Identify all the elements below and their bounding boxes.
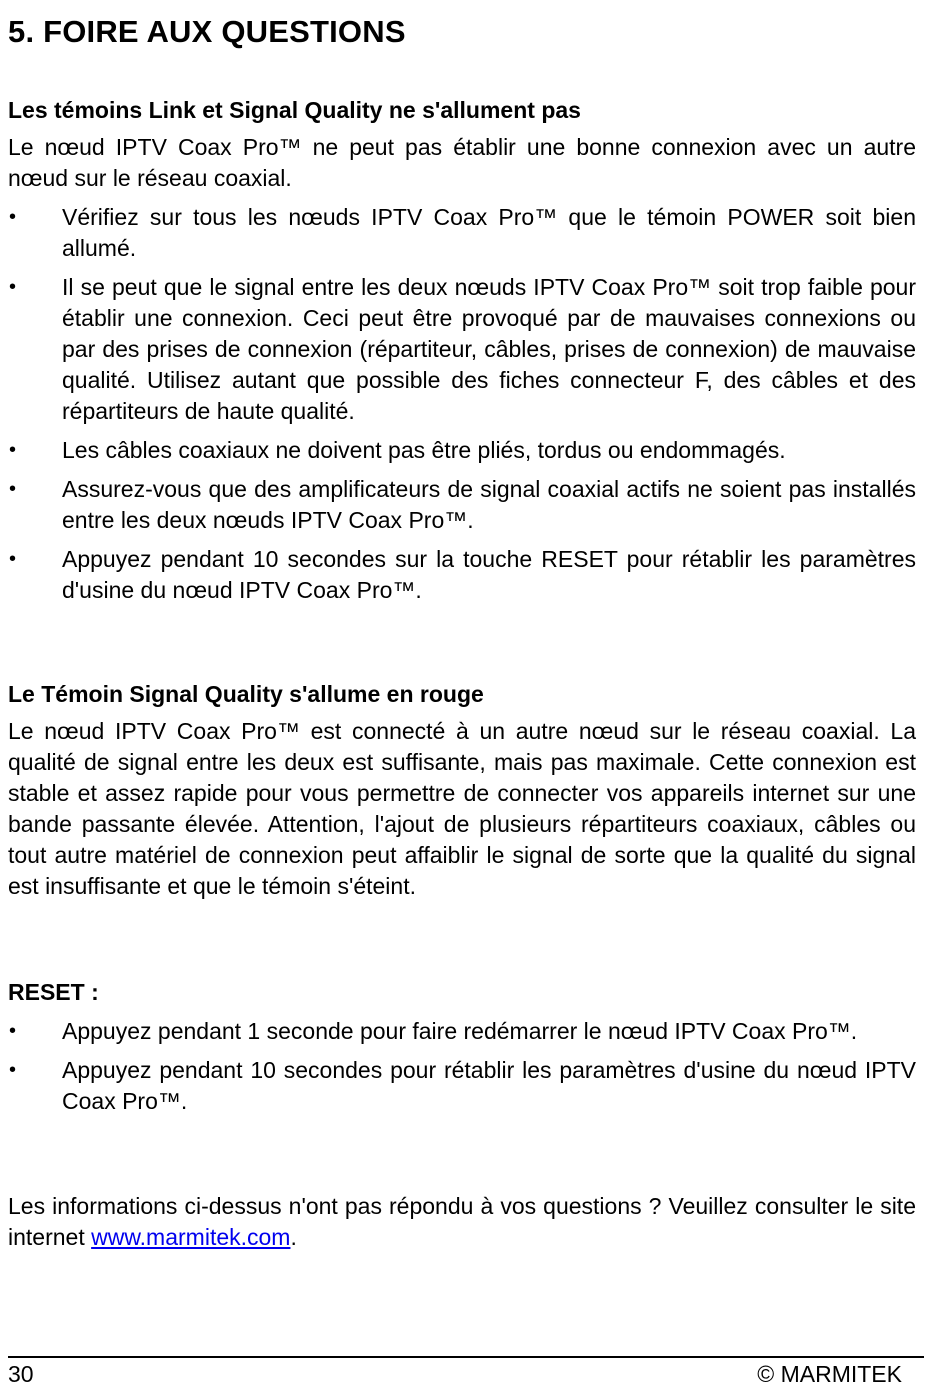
- list-item: • Les câbles coaxiaux ne doivent pas être pliés, tordus ou endommagés.: [8, 435, 916, 466]
- bullet-list: [8, 1016, 916, 1117]
- section-intro: Le nœud IPTV Coax Pro™ est connecté à un autre nœud sur le réseau coaxial. La qualité de signal entre les deux est suffisante, mais pas maximale. Cette connexion est stable et assez rapide pour vous permettre de connecter vos appareils internet sur une bande passante élevée. Attention, l'ajout de plusieurs répartiteurs coaxiaux, câbles ou tout autre matériel de connexion peut affaiblir le signal de sorte que la qualité du signal est insuffisante et que le témoin s'éteint.: [8, 718, 916, 899]
- bullet-icon: •: [9, 1059, 17, 1081]
- faq-section-link-signal: [8, 95, 916, 606]
- section-heading: Le Témoin Signal Quality s'allume en rouge: [8, 681, 484, 707]
- list-item: • Vérifiez sur tous les nœuds IPTV Coax Pro™ que le témoin POWER soit bien allumé.: [9, 204, 916, 261]
- bullet-icon: •: [9, 478, 17, 500]
- section-heading: RESET :: [8, 979, 99, 1005]
- section-heading: Les témoins Link et Signal Quality ne s'allument pas: [8, 97, 581, 123]
- list-item: • Il se peut que le signal entre les deux nœuds IPTV Coax Pro™ soit trop faible pour établir une connexion. Ceci peut être provoqué par de mauvaises connexions ou par des prises de connexion (répartiteur, câbles, prises de connexion) de mauvaise qualité. Utilisez autant que possible des fiches connecteur F, des câbles et des répartiteurs de haute qualité.: [9, 274, 916, 424]
- closing-text: Les informations ci-dessus n'ont pas répondu à vos questions ? Veuillez consulter le site internet: [8, 1193, 916, 1250]
- faq-section-reset: [8, 977, 916, 1117]
- list-item: • Appuyez pendant 10 secondes sur la touche RESET pour rétablir les paramètres d'usine du nœud IPTV Coax Pro™.: [9, 546, 916, 603]
- marmitek-website-link[interactable]: www.marmitek.com: [91, 1224, 291, 1250]
- faq-section-signal-red: [8, 679, 916, 902]
- closing-paragraph: Les informations ci-dessus n'ont pas répondu à vos questions ? Veuillez consulter le site internet www.marmitek.com.: [8, 1193, 916, 1250]
- list-item: • Appuyez pendant 1 seconde pour faire redémarrer le nœud IPTV Coax Pro™.: [8, 1016, 916, 1047]
- page-number: 30: [8, 1361, 34, 1387]
- footer-divider: [8, 1356, 924, 1358]
- bullet-icon: •: [9, 1020, 17, 1042]
- list-item: • Assurez-vous que des amplificateurs de signal coaxial actifs ne soient pas installés entre les deux nœuds IPTV Coax Pro™.: [9, 476, 916, 533]
- section-intro: Le nœud IPTV Coax Pro™ ne peut pas établir une bonne connexion avec un autre nœud sur le réseau coaxial.: [8, 134, 916, 191]
- bullet-icon: •: [9, 276, 17, 298]
- bullet-icon: •: [9, 439, 17, 461]
- bullet-list: [8, 202, 916, 606]
- page-title: 5. FOIRE AUX QUESTIONS: [8, 14, 406, 49]
- copyright-notice: © MARMITEK: [757, 1361, 902, 1387]
- bullet-icon: •: [9, 548, 17, 570]
- list-item: • Appuyez pendant 10 secondes pour rétablir les paramètres d'usine du nœud IPTV Coax Pro™.: [9, 1057, 916, 1114]
- bullet-icon: •: [9, 206, 17, 228]
